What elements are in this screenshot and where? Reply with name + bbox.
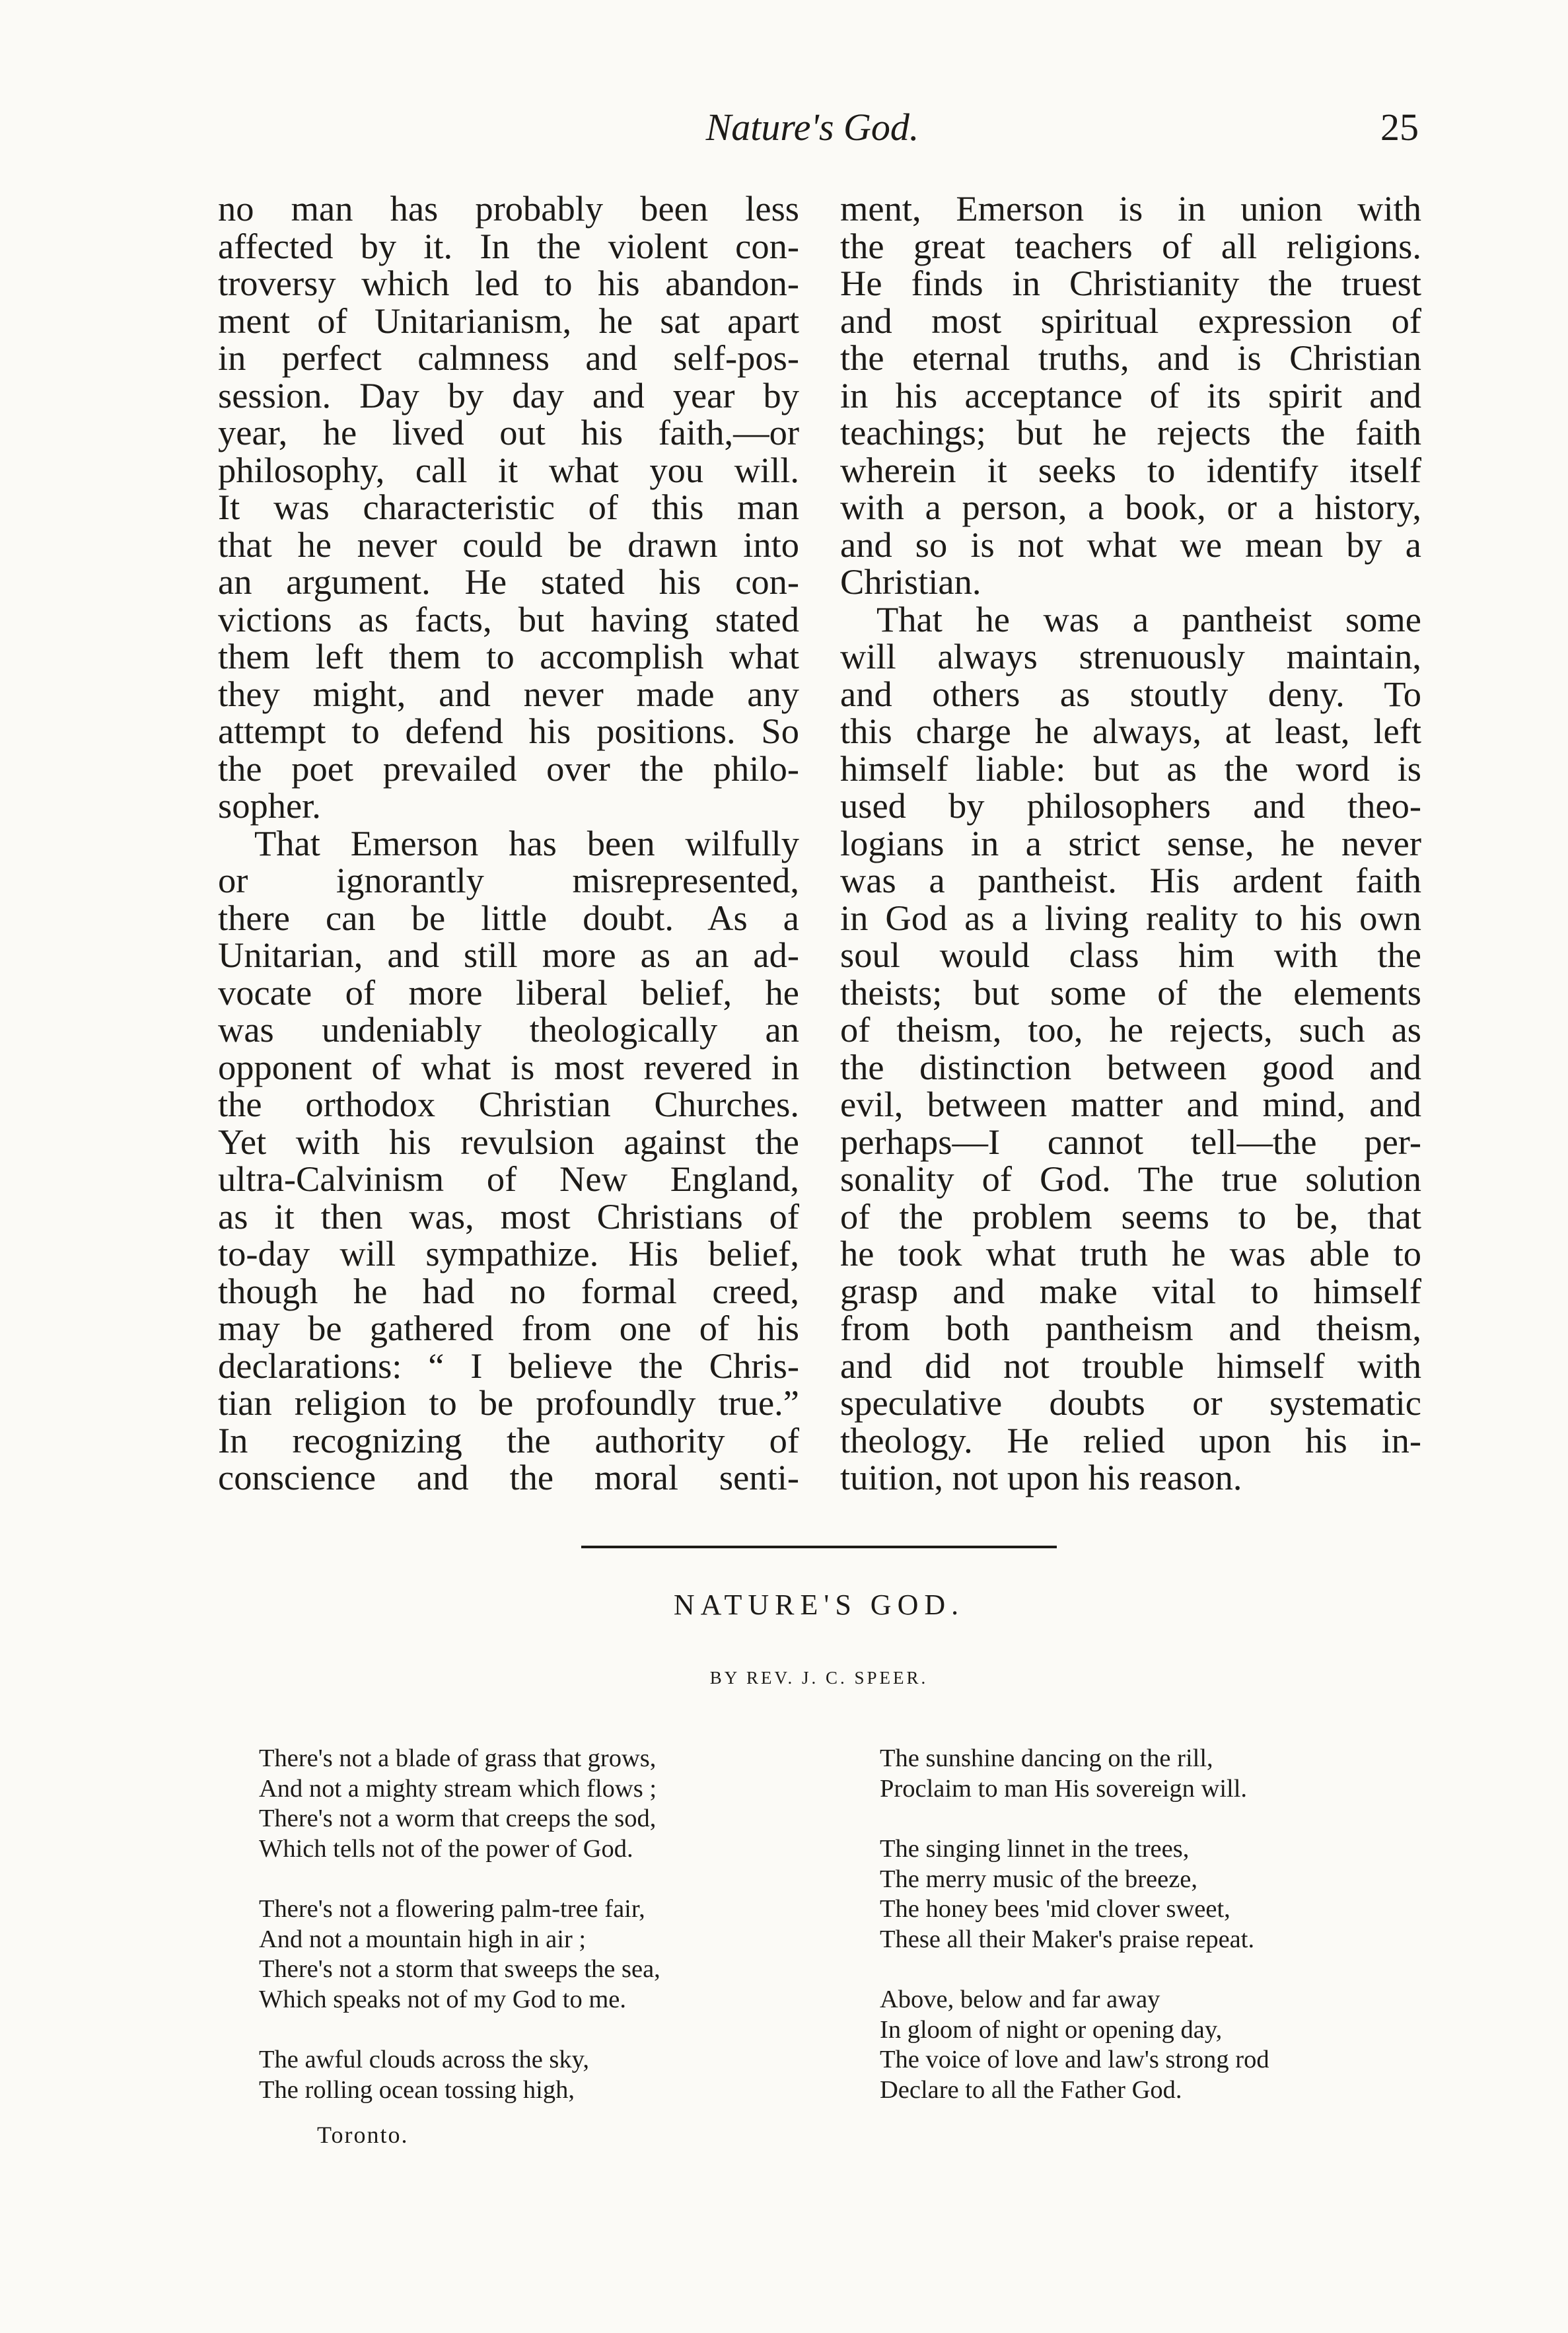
- text-line: In recognizing the authority of: [218, 1419, 799, 1460]
- text-line: the orthodox Christian Churches.: [218, 1084, 799, 1124]
- text-line: ment of Unitarianism, he sat apart: [218, 300, 799, 341]
- text-line: them left them to accomplish what: [218, 636, 799, 676]
- poem-line: The honey bees 'mid clover sweet,: [880, 1895, 1230, 1923]
- poem-line: These all their Maker's praise repeat.: [880, 1925, 1255, 1953]
- paragraph-end-line: Christian.: [840, 561, 981, 602]
- text-line: they might, and never made any: [218, 673, 799, 714]
- text-line: It was characteristic of this man: [218, 487, 799, 527]
- text-line: ultra-Calvinism of New England,: [218, 1159, 799, 1199]
- text-line: was a pantheist. His ardent faith: [840, 860, 1421, 900]
- text-line: soul would class him with the: [840, 935, 1421, 975]
- text-line: victions as facts, but having stated: [218, 598, 799, 639]
- text-line: session. Day by day and year by: [218, 375, 799, 415]
- text-line: the eternal truths, and is Christian: [840, 338, 1421, 378]
- text-line: affected by it. In the violent con-: [218, 225, 799, 266]
- text-line: declarations: “ I believe the Chris-: [218, 1345, 799, 1386]
- poem-line: There's not a blade of grass that grows,: [259, 1744, 657, 1772]
- text-line: and did not trouble himself with: [840, 1345, 1421, 1386]
- poem-line: Above, below and far away: [880, 1986, 1160, 2013]
- text-line: teachings; but he rejects the faith: [840, 412, 1421, 452]
- text-line: of the problem seems to be, that: [840, 1196, 1421, 1237]
- poem-line: In gloom of night or opening day,: [880, 2015, 1223, 2044]
- poem-signature: Toronto.: [317, 2122, 409, 2148]
- text-line: theology. He relied upon his in-: [840, 1419, 1421, 1460]
- text-line: tian religion to be profoundly true.”: [218, 1382, 799, 1423]
- article-right-column: [840, 190, 1421, 1497]
- text-line: from both pantheism and theism,: [840, 1308, 1421, 1348]
- text-line: speculative doubts or systematic: [840, 1382, 1421, 1423]
- text-line: in his acceptance of its spirit and: [840, 375, 1421, 415]
- text-line: grasp and make vital to himself: [840, 1270, 1421, 1311]
- paragraph-end-line: sopher.: [218, 785, 321, 826]
- stanza-gap: [880, 1955, 1448, 1985]
- poem-line: The merry music of the breeze,: [880, 1865, 1198, 1893]
- poem-line: There's not a flowering palm-tree fair,: [259, 1895, 645, 1923]
- text-line: logians in a strict sense, he never: [840, 822, 1421, 863]
- text-line: to-day will sympathize. His belief,: [218, 1233, 799, 1274]
- section-divider: [581, 1546, 1057, 1548]
- poem-line: The singing linnet in the trees,: [880, 1835, 1190, 1863]
- text-line: theists; but some of the elements: [840, 972, 1421, 1013]
- text-line: there can be little doubt. As a: [218, 897, 799, 938]
- text-line: ment, Emerson is in union with: [840, 188, 1421, 229]
- text-line: himself liable: but as the word is: [840, 748, 1421, 789]
- text-line: tuition, not upon his reason.: [840, 1457, 1242, 1497]
- poem-line: Which tells not of the power of God.: [259, 1834, 633, 1863]
- page-number: 25: [1380, 106, 1419, 149]
- poem-line: The sunshine dancing on the rill,: [880, 1744, 1213, 1772]
- text-line: vocate of more liberal belief, he: [218, 972, 799, 1013]
- text-line: used by philosophers and theo-: [840, 785, 1421, 826]
- text-line: philosophy, call it what you will.: [218, 449, 799, 490]
- text-line: He finds in Christianity the truest: [840, 263, 1421, 303]
- text-line: will always strenuously maintain,: [840, 636, 1421, 676]
- poem-right-column: [880, 1744, 1448, 2105]
- text-line: no man has probably been less: [218, 188, 799, 229]
- poem-title: NATURE'S GOD.: [673, 1589, 965, 1621]
- text-line: Yet with his revulsion against the: [218, 1121, 799, 1162]
- text-line: the distinction between good and: [840, 1046, 1421, 1087]
- stanza-gap: [259, 1864, 827, 1894]
- poem-line: There's not a storm that sweeps the sea,: [259, 1955, 660, 1983]
- text-line: perhaps—I cannot tell—the per-: [840, 1121, 1421, 1162]
- poem-line: There's not a worm that creeps the sod,: [259, 1805, 657, 1832]
- stanza-gap: [259, 2015, 827, 2045]
- text-line: of theism, too, he rejects, such as: [840, 1009, 1421, 1050]
- text-line: troversy which led to his abandon-: [218, 263, 799, 303]
- text-line: year, he lived out his faith,—or: [218, 412, 799, 452]
- text-line: conscience and the moral senti-: [218, 1457, 799, 1497]
- paragraph-start-line: That he was a pantheist some: [876, 598, 1421, 639]
- text-line: opponent of what is most revered in: [218, 1046, 799, 1087]
- poem-line: And not a mighty stream which flows ;: [259, 1774, 657, 1803]
- text-line: this charge he always, at least, left: [840, 711, 1421, 751]
- text-line: as it then was, most Christians of: [218, 1196, 799, 1237]
- running-head-title: Nature's God.: [705, 106, 919, 149]
- poem-line: The voice of love and law's strong rod: [880, 2046, 1269, 2073]
- stanza-gap: [880, 1804, 1448, 1834]
- poem-left-column: [259, 1744, 827, 2105]
- text-line: or ignorantly misrepresented,: [218, 860, 799, 900]
- poem-line: The awful clouds across the sky,: [259, 2046, 590, 2073]
- poem-line: And not a mountain high in air ;: [259, 1925, 587, 1953]
- text-line: wherein it seeks to identify itself: [840, 449, 1421, 490]
- text-line: and most spiritual expression of: [840, 300, 1421, 341]
- text-line: though he had no formal creed,: [218, 1270, 799, 1311]
- poem-line: Declare to all the Father God.: [880, 2075, 1182, 2104]
- poem-line: The rolling ocean tossing high,: [259, 2075, 575, 2104]
- poem-byline: BY REV. J. C. SPEER.: [709, 1668, 929, 1688]
- text-line: Unitarian, and still more as an ad-: [218, 935, 799, 975]
- text-line: evil, between matter and mind, and: [840, 1084, 1421, 1124]
- poem-line: Proclaim to man His sovereign will.: [880, 1774, 1248, 1803]
- text-line: that he never could be drawn into: [218, 524, 799, 565]
- text-line: with a person, a book, or a history,: [840, 487, 1421, 527]
- text-line: was undeniably theologically an: [218, 1009, 799, 1050]
- text-line: the great teachers of all religions.: [840, 225, 1421, 266]
- text-line: attempt to defend his positions. So: [218, 711, 799, 751]
- text-line: in perfect calmness and self-pos-: [218, 338, 799, 378]
- text-line: the poet prevailed over the philo-: [218, 748, 799, 789]
- text-line: may be gathered from one of his: [218, 1308, 799, 1348]
- text-line: an argument. He stated his con-: [218, 561, 799, 602]
- text-line: and others as stoutly deny. To: [840, 673, 1421, 714]
- article-left-column: [218, 190, 799, 1497]
- text-line: he took what truth he was able to: [840, 1233, 1421, 1274]
- paragraph-start-line: That Emerson has been wilfully: [254, 822, 799, 863]
- poem-line: Which speaks not of my God to me.: [259, 1985, 627, 2013]
- text-line: in God as a living reality to his own: [840, 897, 1421, 938]
- text-line: and so is not what we mean by a: [840, 524, 1421, 565]
- text-line: sonality of God. The true solution: [840, 1159, 1421, 1199]
